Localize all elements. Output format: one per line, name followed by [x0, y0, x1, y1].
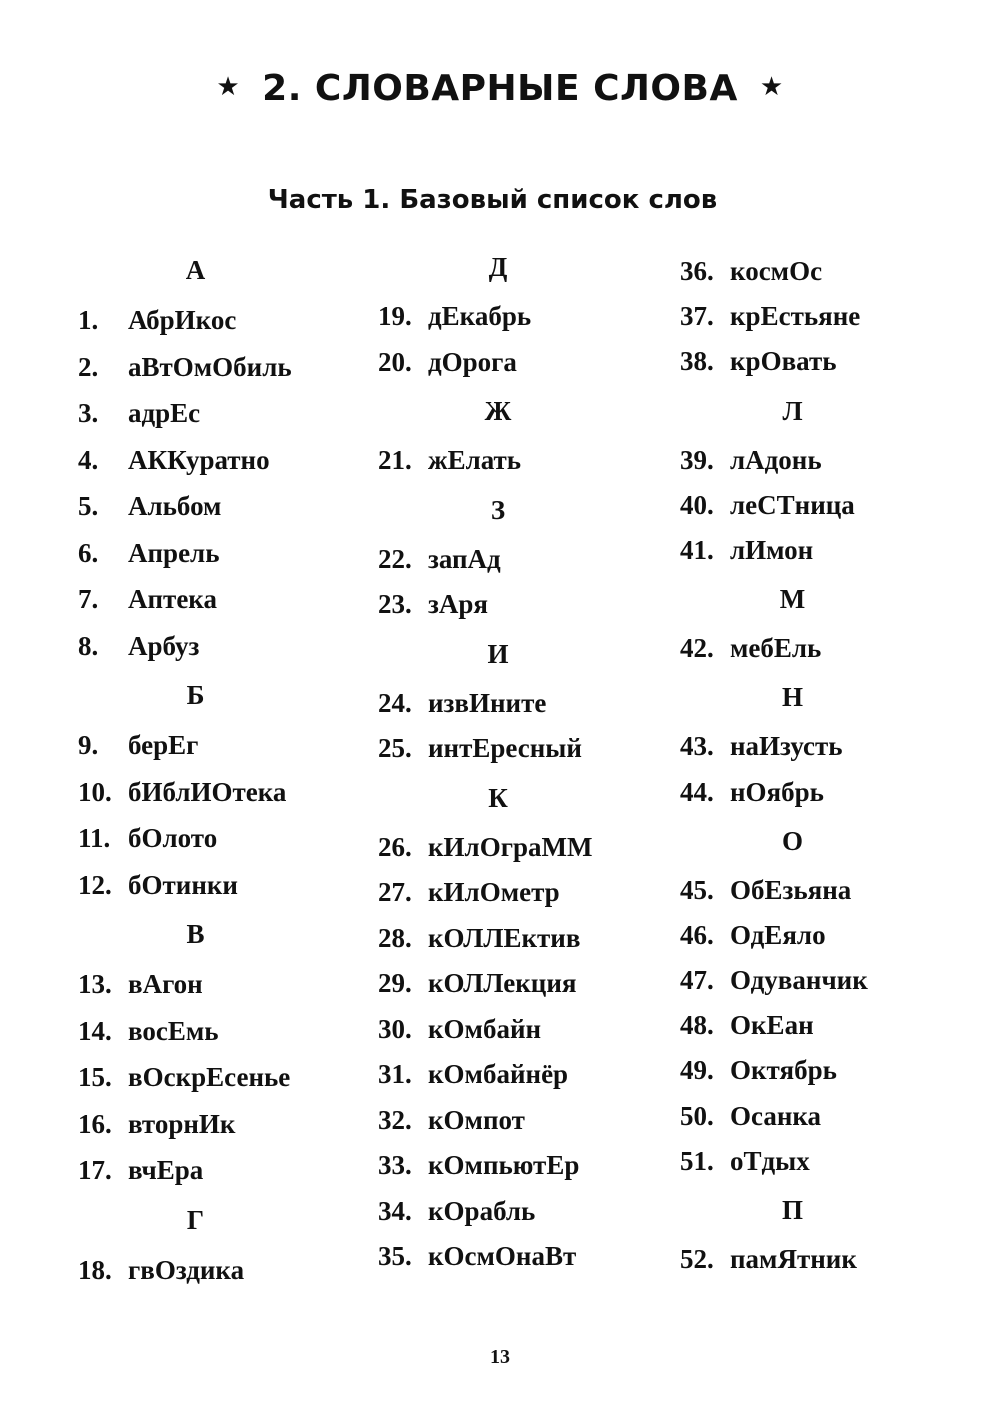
word-column-2: [378, 250, 618, 1280]
dictionary-word: вАгон: [128, 969, 203, 999]
word-number: 33.: [378, 1150, 412, 1180]
word-entry: [78, 1101, 313, 1148]
word-number: 28.: [378, 922, 412, 953]
dictionary-word: Октябрь: [730, 1055, 837, 1086]
letter-heading: Л: [782, 395, 803, 426]
word-entry: [78, 815, 313, 862]
word-entry: [378, 1189, 618, 1235]
word-number: 36.: [680, 256, 714, 286]
word-number: 25.: [378, 733, 412, 763]
word-number: 3.: [78, 398, 99, 428]
dictionary-word: запАд: [428, 543, 501, 574]
word-entry: [378, 1052, 618, 1098]
word-entry: [378, 1234, 618, 1280]
word-number: 11.: [78, 823, 111, 853]
page-number: 13: [490, 1346, 510, 1368]
dictionary-word: оТдых: [730, 1145, 810, 1176]
dictionary-word: кОЛЛекция: [428, 968, 577, 998]
word-number: 22.: [378, 543, 412, 574]
letter-heading: З: [490, 494, 506, 525]
letter-heading: А: [185, 255, 206, 285]
word-number: 14.: [78, 1015, 112, 1046]
word-number: 35.: [378, 1241, 412, 1271]
word-number: 4.: [78, 444, 99, 475]
dictionary-word: нОябрь: [730, 776, 824, 807]
word-entry: [78, 623, 313, 670]
word-number: 51.: [680, 1145, 714, 1176]
dictionary-word: извИните: [428, 687, 547, 718]
dictionary-word: ОкЕан: [730, 1010, 814, 1041]
letter-heading: Б: [186, 680, 205, 710]
word-number: 13.: [78, 969, 112, 999]
word-number: 5.: [78, 491, 99, 521]
word-entry: [78, 722, 313, 769]
dictionary-word: крЕстьяне: [730, 301, 861, 332]
word-entry: [378, 916, 618, 962]
word-entry: [680, 913, 905, 958]
word-entry: [680, 1237, 905, 1282]
word-number: 52.: [680, 1244, 714, 1274]
dictionary-word: ОдЕяло: [730, 919, 826, 950]
word-number: 40.: [680, 489, 714, 520]
word-number: 31.: [378, 1059, 412, 1089]
dictionary-word: берЕг: [128, 730, 199, 760]
word-entry: [378, 1143, 618, 1189]
letter-heading: К: [488, 782, 508, 813]
dictionary-word: кОсмОнаВт: [428, 1241, 577, 1271]
word-entry: [378, 1007, 618, 1053]
word-number: 18.: [78, 1254, 112, 1285]
dictionary-word: жЕлать: [428, 445, 522, 475]
dictionary-word: леСТница: [730, 489, 855, 520]
word-number: 30.: [378, 1013, 412, 1044]
word-entry: [378, 340, 618, 386]
word-number: 44.: [680, 776, 714, 807]
word-entry: [378, 582, 618, 628]
dictionary-word: кОЛЛЕктив: [428, 922, 581, 953]
dictionary-word: кИлОметр: [428, 877, 560, 907]
word-entry: [78, 576, 313, 623]
dictionary-word: Апрель: [128, 537, 220, 568]
word-entry: [378, 726, 618, 772]
dictionary-word: памЯтник: [730, 1244, 857, 1274]
word-column-3: [680, 249, 905, 1282]
section-subtitle: Часть 1. Базовый список слов: [267, 185, 718, 215]
word-number: 48.: [680, 1010, 714, 1041]
word-entry: [78, 530, 313, 577]
word-number: 34.: [378, 1195, 412, 1226]
word-entry: [78, 1147, 313, 1194]
star-icon: ★: [216, 72, 241, 102]
word-number: 12.: [78, 869, 112, 900]
letter-heading: Г: [186, 1204, 205, 1235]
word-entry: [378, 438, 618, 484]
word-number: 47.: [680, 965, 714, 996]
letter-heading: Д: [488, 252, 508, 282]
dictionary-word: гвОздика: [128, 1254, 245, 1285]
word-number: 43.: [680, 731, 714, 762]
dictionary-word: мебЕль: [730, 633, 822, 664]
word-entry: [680, 249, 905, 294]
word-number: 29.: [378, 968, 412, 998]
dictionary-word: дЕкабрь: [428, 301, 532, 331]
dictionary-word: восЕмь: [128, 1015, 219, 1046]
dictionary-word: лИмон: [730, 534, 814, 565]
word-entry: [680, 438, 905, 483]
word-number: 32.: [378, 1104, 412, 1135]
word-number: 27.: [378, 877, 412, 907]
page-title: [0, 68, 1000, 109]
word-entry: [78, 769, 313, 816]
word-entry: [680, 339, 905, 384]
star-icon: ★: [759, 72, 784, 102]
word-entry: [680, 1048, 905, 1093]
dictionary-word: Одуванчик: [730, 965, 868, 996]
word-entry: [378, 681, 618, 727]
word-entry: [680, 1094, 905, 1139]
dictionary-word: бОтинки: [128, 869, 238, 900]
word-entry: [78, 1008, 313, 1055]
letter-heading: Н: [781, 682, 803, 713]
word-entry: [680, 958, 905, 1003]
word-number: 6.: [78, 537, 99, 568]
dictionary-word: кОмпьютЕр: [428, 1150, 580, 1180]
dictionary-word: Арбуз: [128, 630, 200, 661]
word-entry: [680, 1139, 905, 1184]
dictionary-word: кОмпот: [428, 1104, 525, 1135]
word-number: 17.: [78, 1155, 112, 1185]
dictionary-word: интЕресный: [428, 733, 582, 763]
word-entry: [680, 770, 905, 815]
letter-heading: И: [487, 638, 509, 669]
dictionary-word: вторнИк: [128, 1108, 236, 1139]
dictionary-word: аВтОмОбиль: [128, 351, 292, 382]
dictionary-word: кОрабль: [428, 1195, 536, 1226]
word-entry: [378, 537, 618, 583]
dictionary-word: АбрИкос: [128, 305, 237, 335]
word-number: 21.: [378, 445, 412, 475]
word-number: 15.: [78, 1062, 112, 1092]
dictionary-word: АККуратно: [128, 444, 270, 475]
word-entry: [680, 528, 905, 573]
word-number: 19.: [378, 301, 412, 331]
letter-heading: О: [781, 825, 803, 856]
word-entry: [78, 483, 313, 530]
dictionary-word: бИблИОтека: [128, 776, 287, 807]
word-entry: [78, 344, 313, 391]
letter-heading: М: [779, 584, 806, 615]
word-number: 41.: [680, 534, 714, 565]
dictionary-word: бОлото: [128, 823, 218, 853]
word-entry: [680, 626, 905, 671]
word-number: 37.: [680, 301, 714, 332]
dictionary-word: кОмбайнёр: [428, 1059, 569, 1089]
word-entry: [680, 868, 905, 913]
word-number: 46.: [680, 919, 714, 950]
word-number: 23.: [378, 589, 412, 619]
word-entry: [378, 961, 618, 1007]
dictionary-word: адрЕс: [128, 398, 201, 428]
dictionary-word: вОскрЕсенье: [128, 1062, 291, 1092]
word-number: 50.: [680, 1100, 714, 1131]
dictionary-word: зАря: [428, 589, 488, 619]
dictionary-word: кОмбайн: [428, 1013, 542, 1044]
word-number: 9.: [78, 730, 99, 760]
word-entry: [78, 862, 313, 909]
word-number: 2.: [78, 351, 99, 382]
word-number: 7.: [78, 584, 99, 614]
dictionary-word: ОбЕзьяна: [730, 874, 852, 905]
page-title-text: 2. СЛОВАРНЫЕ СЛОВА: [262, 68, 738, 109]
word-entry: [378, 1098, 618, 1144]
letter-heading: Ж: [484, 396, 512, 426]
dictionary-word: кИлОграММ: [428, 831, 593, 862]
dictionary-word: дОрога: [428, 346, 517, 377]
word-column-1: [78, 253, 313, 1293]
word-entry: [78, 297, 313, 344]
word-entry: [680, 1003, 905, 1048]
word-entry: [378, 870, 618, 916]
dictionary-word: Осанка: [730, 1100, 822, 1131]
word-entry: [378, 294, 618, 340]
word-number: 20.: [378, 346, 412, 377]
word-number: 26.: [378, 831, 412, 862]
dictionary-word: крОвать: [730, 346, 837, 377]
dictionary-word: наИзусть: [730, 731, 843, 762]
word-entry: [78, 1054, 313, 1101]
word-number: 45.: [680, 874, 714, 905]
dictionary-word: космОс: [730, 256, 823, 286]
word-number: 42.: [680, 633, 714, 664]
dictionary-word: вчЕра: [128, 1155, 204, 1185]
word-number: 8.: [78, 630, 99, 661]
letter-heading: П: [781, 1195, 803, 1225]
word-entry: [78, 390, 313, 437]
word-entry: [680, 483, 905, 528]
letter-heading: В: [186, 919, 205, 949]
word-entry: [680, 294, 905, 339]
word-number: 38.: [680, 346, 714, 377]
word-entry: [378, 825, 618, 871]
word-entry: [78, 961, 313, 1008]
dictionary-word: Аптека: [128, 584, 217, 614]
word-number: 49.: [680, 1055, 714, 1086]
word-number: 39.: [680, 444, 714, 475]
dictionary-word: Альбом: [128, 491, 222, 521]
dictionary-word: лАдонь: [730, 444, 822, 475]
word-number: 16.: [78, 1108, 112, 1139]
word-entry: [78, 437, 313, 484]
word-entry: [680, 724, 905, 769]
word-entry: [78, 1247, 313, 1294]
word-number: 1.: [78, 305, 99, 335]
word-number: 24.: [378, 687, 412, 718]
word-number: 10.: [78, 776, 112, 807]
